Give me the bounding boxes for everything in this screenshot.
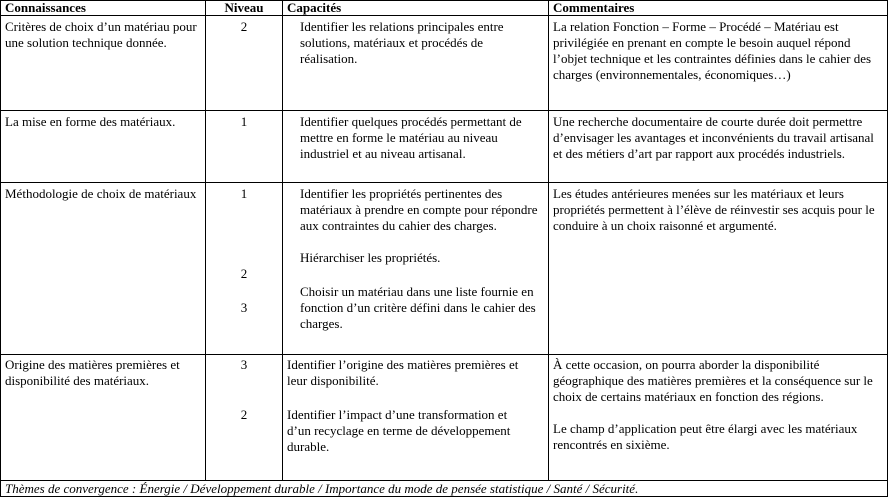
commentaires-cell <box>549 111 888 183</box>
connaissance-text: La mise en forme des matériaux. <box>5 114 176 129</box>
table-row <box>1 16 888 111</box>
niveau-cell <box>206 183 283 355</box>
capacite-text: Identifier quelques procédés permettant de mettre en forme le matériau au niveau industriel et au niveau artisanal. <box>300 114 522 161</box>
capacites-cell <box>283 16 549 111</box>
capacite-text: Identifier les relations principales entre solutions, matériaux et procédés de réalisation. <box>300 19 504 66</box>
capacite-text: Identifier l’impact d’une transformation et d’un recyclage en terme de développement durable. <box>287 407 511 454</box>
connaissance-cell <box>1 183 206 355</box>
connaissance-text: Origine des matières premières et disponibilité des matériaux. <box>5 357 180 388</box>
header-capacites: Capacités <box>283 1 549 16</box>
commentaires-cell <box>549 183 888 355</box>
niveau-value: 1 <box>240 114 248 129</box>
connaissance-cell <box>1 355 206 481</box>
connaissance-text: Critères de choix d’un matériau pour une solution technique donnée. <box>5 19 197 50</box>
commentaire-text: Les études antérieures menées sur les matériaux et leurs propriétés permettent à l’élève de réinvestir ses acquis pour le conduire à un choix raisonné et argumenté. <box>553 186 875 233</box>
commentaire-text: Une recherche documentaire de courte durée doit permettre d’envisager les avantages et inconvénients du travail artisanal et des métiers d’art par rapport aux procédés industriels. <box>553 114 874 161</box>
commentaire-text: Le champ d’application peut être élargi avec les matériaux rencontrés en sixième. <box>553 421 858 452</box>
table-row <box>1 183 888 355</box>
capacite-text: Identifier l’origine des matières premières et leur disponibilité. <box>287 357 519 388</box>
commentaire-text: La relation Fonction – Forme – Procédé – Matériau est privilégiée en prenant en compte le besoin auquel répond l’objet technique et les contraintes définies dans le cahier des charges (environnementales, économiques…) <box>553 19 872 82</box>
connaissance-cell <box>1 16 206 111</box>
capacite-text: Identifier les propriétés pertinentes des matériaux à prendre en compte pour répondre aux contraintes du cahier des charges. <box>300 186 538 233</box>
niveau-cell <box>206 16 283 111</box>
niveau-value: 3 <box>240 300 248 315</box>
niveau-value: 2 <box>240 407 248 422</box>
commentaires-cell <box>549 355 888 481</box>
capacites-cell <box>283 111 549 183</box>
capacites-cell <box>283 355 549 481</box>
commentaire-text: À cette occasion, on pourra aborder la disponibilité géographique des matières premières et la conséquence sur le choix de certains matériaux en fonction des régions. <box>553 357 873 404</box>
niveau-value: 1 <box>240 186 248 201</box>
header-commentaires: Commentaires <box>549 1 888 16</box>
table-row <box>1 111 888 183</box>
connaissance-text: Méthodologie de choix de matériaux <box>5 186 197 201</box>
commentaires-cell <box>549 16 888 111</box>
connaissance-cell <box>1 111 206 183</box>
header-connaissances: Connaissances <box>1 1 206 16</box>
niveau-cell <box>206 355 283 481</box>
header-niveau: Niveau <box>206 1 283 16</box>
capacite-text: Choisir un matériau dans une liste fournie en fonction d’un critère défini dans le cahier des charges. <box>300 284 536 331</box>
table-row <box>1 355 888 481</box>
convergence-themes: Thèmes de convergence : Énergie / Développement durable / Importance du mode de pensée statistique / Santé / Sécurité. <box>1 481 888 497</box>
capacites-cell <box>283 183 549 355</box>
niveau-value: 2 <box>240 266 248 281</box>
table-header-row <box>1 1 888 16</box>
niveau-cell <box>206 111 283 183</box>
niveau-value: 3 <box>240 357 248 372</box>
capacite-text: Hiérarchiser les propriétés. <box>300 250 441 265</box>
niveau-value: 2 <box>240 19 248 34</box>
